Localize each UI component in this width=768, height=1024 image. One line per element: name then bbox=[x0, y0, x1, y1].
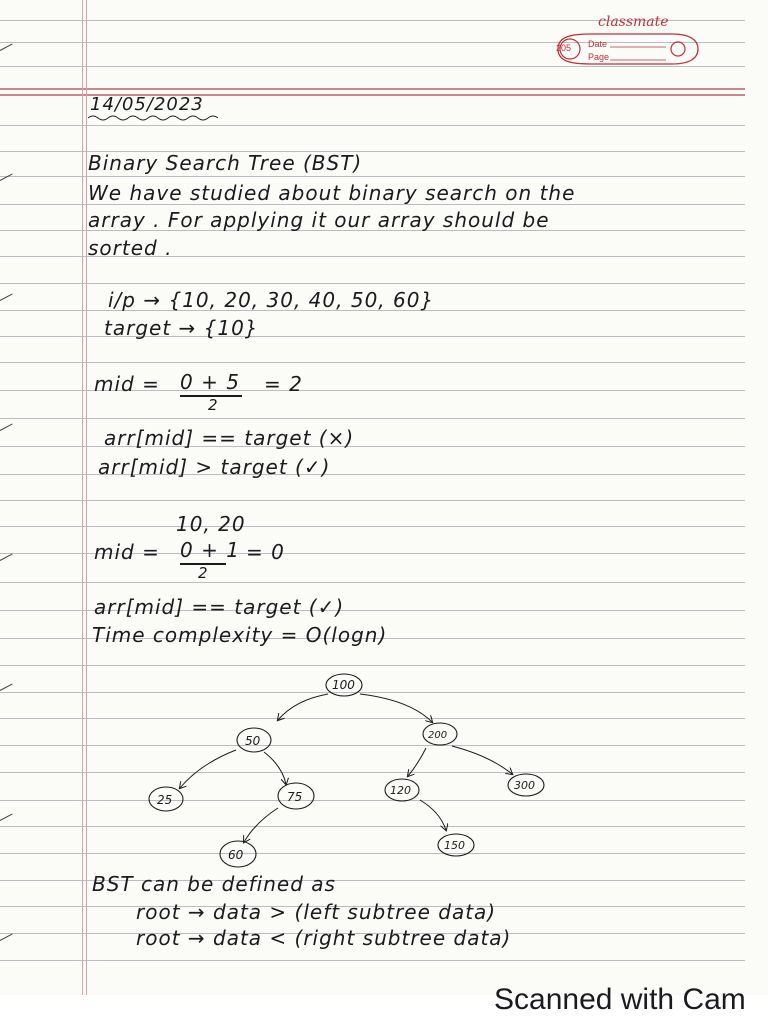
edge-120-150 bbox=[420, 800, 446, 830]
node-300-label: 300 bbox=[514, 779, 535, 792]
node-60-label: 60 bbox=[228, 848, 244, 862]
date-underline bbox=[88, 114, 218, 122]
mid1-result: = 2 bbox=[264, 372, 303, 396]
date-page-stamp bbox=[552, 28, 700, 70]
mid2-denominator: 2 bbox=[198, 564, 209, 582]
mid2-result: = 0 bbox=[246, 540, 285, 564]
mid1-denominator: 2 bbox=[208, 396, 219, 414]
check-3: arr[mid] == target (✓) bbox=[94, 595, 345, 619]
node-75-label: 75 bbox=[287, 790, 303, 804]
edge-50-75 bbox=[264, 752, 286, 784]
brand-number: 205 bbox=[556, 43, 572, 53]
node-120-label: 120 bbox=[390, 784, 411, 797]
node-100-label: 100 bbox=[332, 678, 355, 692]
note-title: Binary Search Tree (BST) bbox=[88, 151, 363, 175]
input-array-line: i/p → {10, 20, 30, 40, 50, 60} bbox=[108, 288, 435, 312]
page-label: Page bbox=[588, 52, 610, 62]
mid1-numerator: 0 + 5 bbox=[180, 370, 240, 394]
edge-100-50 bbox=[278, 694, 328, 720]
mid1-lhs: mid = bbox=[94, 372, 160, 396]
definition-line-1: BST can be defined as bbox=[92, 872, 336, 896]
intro-line-2: array . For applying it our array should be bbox=[88, 208, 550, 232]
intro-line-3: sorted . bbox=[88, 236, 173, 260]
definition-line-3: root → data < (right subtree data) bbox=[136, 926, 512, 950]
edge-100-200 bbox=[360, 694, 432, 722]
sub-array: 10, 20 bbox=[176, 512, 246, 536]
node-200-label: 200 bbox=[428, 730, 448, 741]
brand-logo: classmate bbox=[598, 14, 669, 30]
edge-50-25 bbox=[180, 750, 236, 788]
node-25-label: 25 bbox=[157, 793, 173, 807]
bst-diagram bbox=[140, 670, 560, 876]
check-1: arr[mid] == target (×) bbox=[104, 426, 355, 450]
node-150-label: 150 bbox=[444, 839, 465, 852]
edge-200-300 bbox=[452, 746, 512, 774]
edge-200-120 bbox=[408, 748, 426, 776]
intro-line-1: We have studied about binary search on the bbox=[88, 181, 576, 205]
time-complexity: Time complexity = O(logn) bbox=[92, 623, 388, 647]
definition-line-2: root → data > (left subtree data) bbox=[136, 900, 497, 924]
node-50-label: 50 bbox=[245, 734, 261, 748]
date-label: Date bbox=[588, 39, 608, 49]
mid2-numerator: 0 + 1 bbox=[180, 538, 240, 562]
edge-75-60 bbox=[244, 808, 278, 842]
note-date: 14/05/2023 bbox=[90, 94, 204, 115]
mid2-lhs: mid = bbox=[94, 540, 160, 564]
scanner-watermark: Scanned with Cam bbox=[494, 983, 746, 1016]
check-2: arr[mid] > target (✓) bbox=[98, 455, 331, 479]
target-line: target → {10} bbox=[104, 316, 259, 340]
